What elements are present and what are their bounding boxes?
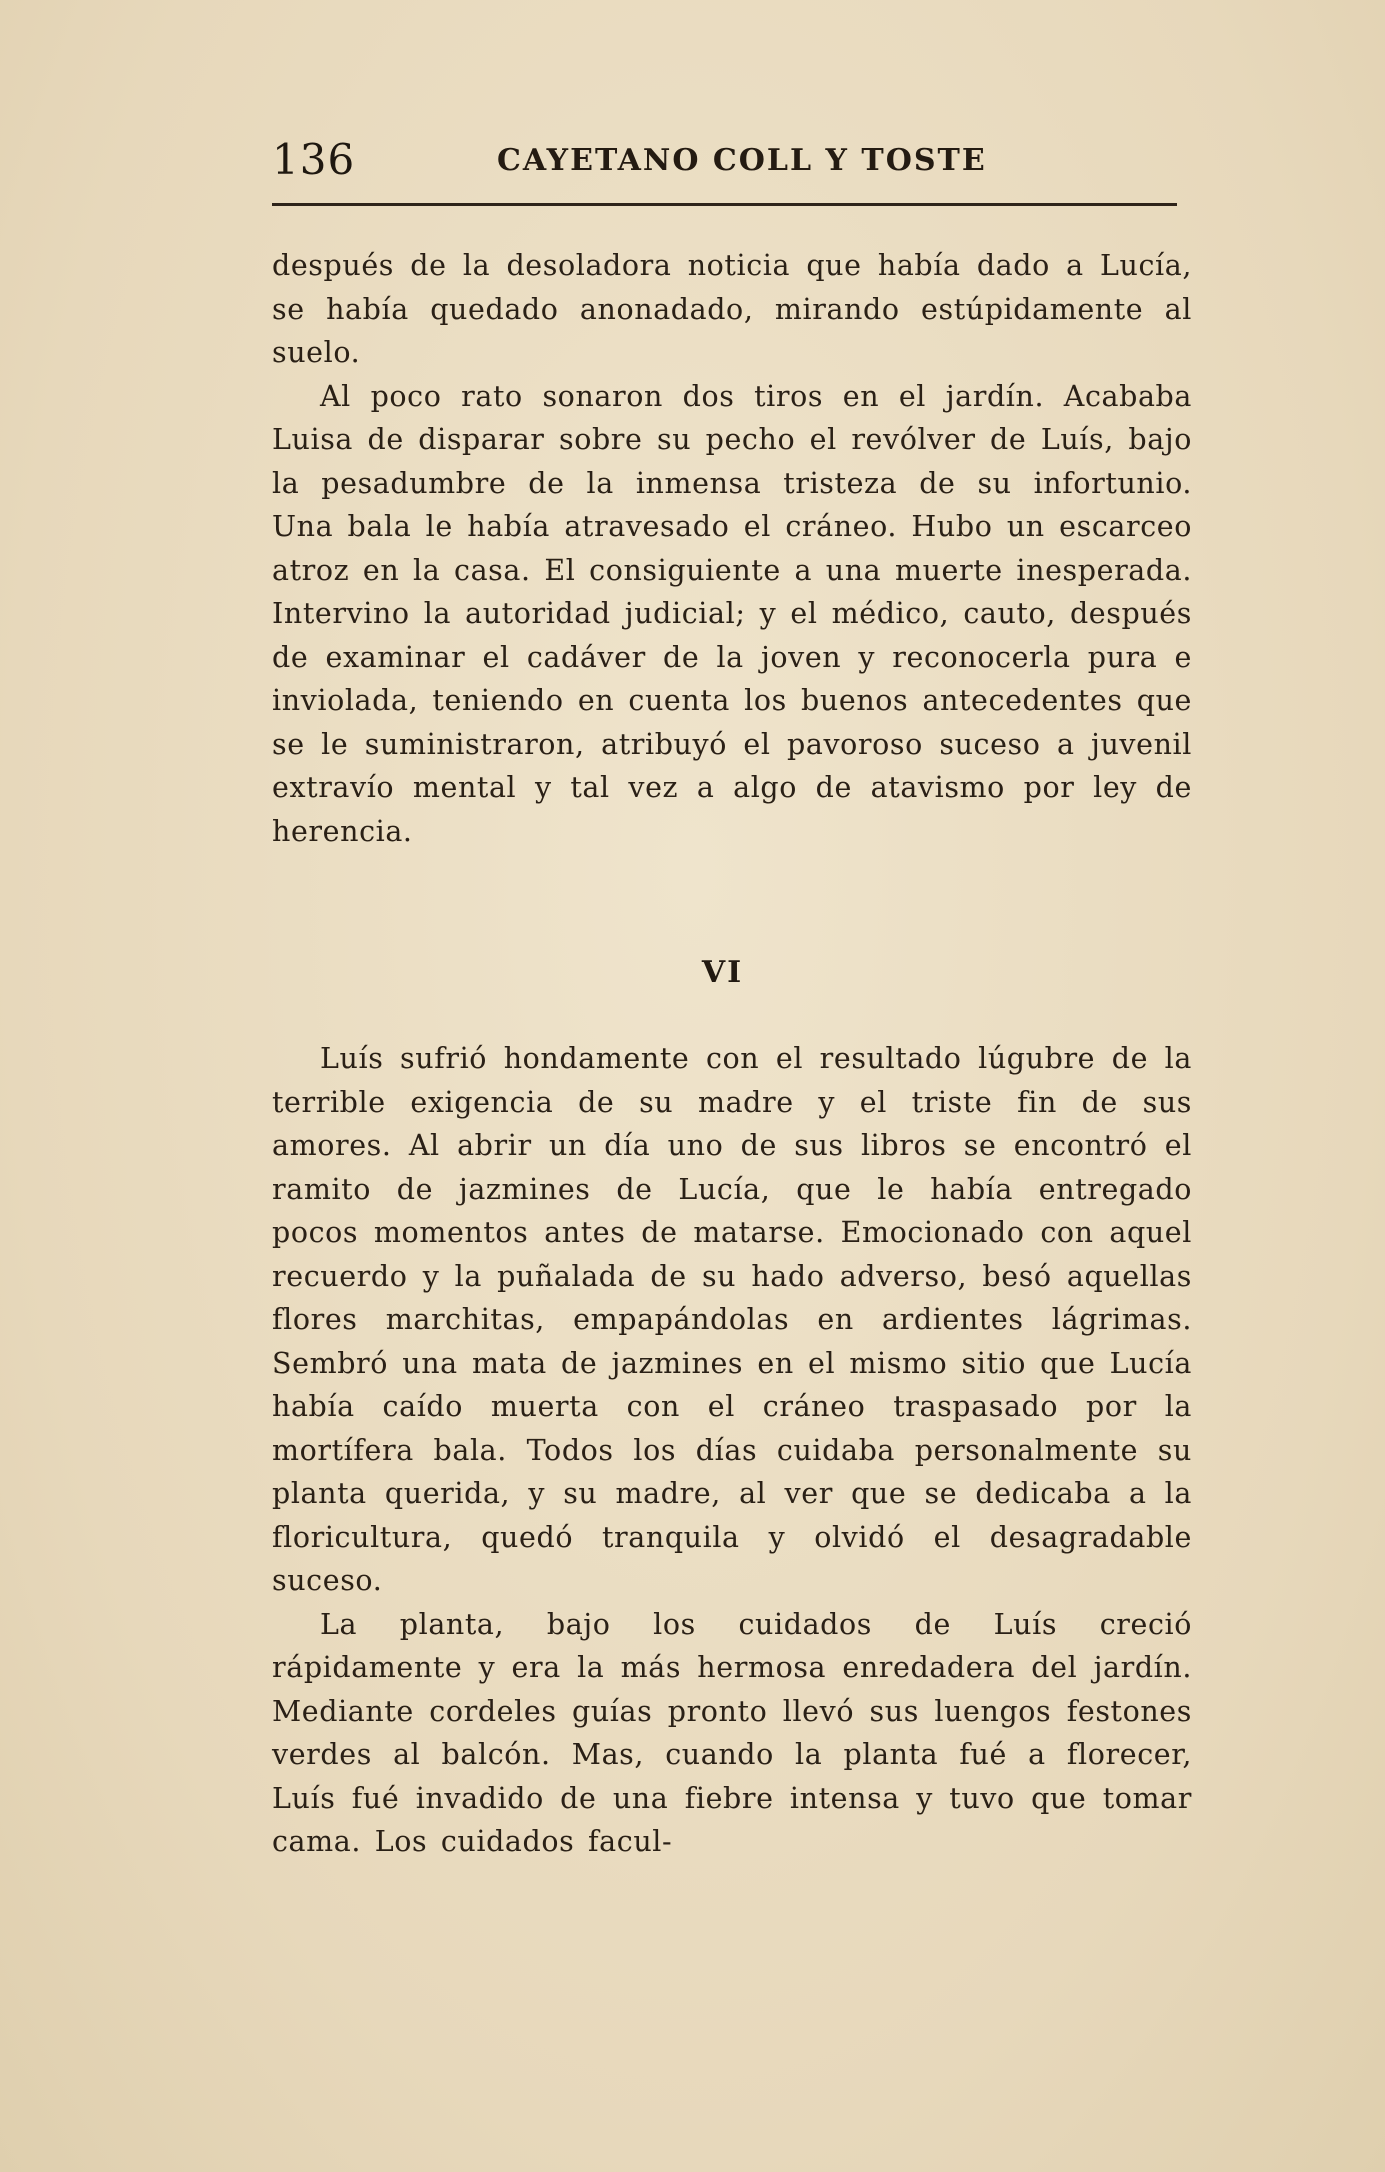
paragraph: La planta, bajo los cuidados de Luís creció rápidamente y era la más hermosa enredadera del jardín. Mediante cordeles guías pronto llevó sus luengos festones verdes al balcón. Mas, cuando la planta fué a florecer, Luís fué invadido de una fiebre intensa y tuvo que tomar cama. Los cuidados facul- xyxy=(272,1607,1192,1858)
section-heading xyxy=(0,955,1385,990)
header-rule xyxy=(272,203,1177,206)
paragraph: Al poco rato sonaron dos tiros en el jardín. Acababa Luisa de disparar sobre su pecho el revólver de Luís, bajo la pesadumbre de la inmensa tristeza de su infortunio. Una bala le había atravesado el cráneo. Hubo un escarceo atroz en la casa. El consiguiente a una muerte inesperada. Intervino la autoridad judicial; y el médico, cauto, después de examinar el cadáver de la joven y reconocerla pura e inviolada, teniendo en cuenta los buenos antecedentes que se le suministraron, atribuyó el pavoroso suceso a juvenil extravío mental y tal vez a algo de atavismo por ley de herencia. xyxy=(272,379,1192,848)
running-head: CAYETANO COLL Y TOSTE xyxy=(497,143,987,178)
section-heading-label: VI xyxy=(701,955,744,990)
paragraph: después de la desoladora noticia que había dado a Lucía, se había quedado anonadado, mirando estúpidamente al suelo. xyxy=(272,249,1192,369)
text-block-before xyxy=(272,244,1192,853)
text-block-after xyxy=(272,1037,1192,1864)
page-header xyxy=(272,135,1177,205)
paragraph: Luís sufrió hondamente con el resultado lúgubre de la terrible exigencia de su madre y el triste fin de sus amores. Al abrir un día uno de sus libros se encontró el ramito de jazmines de Lucía, que le había entregado pocos momentos antes de matarse. Emocionado con aquel recuerdo y la puñalada de su hado adverso, besó aquellas flores marchitas, empapándolas en ardientes lágrimas. Sembró una mata de jazmines en el mismo sitio que Lucía había caído muerta con el cráneo traspasado por la mortífera bala. Todos los días cuidaba personalmente su planta querida, y su madre, al ver que se dedicaba a la floricultura, quedó tranquila y olvidó el desagradable suceso. xyxy=(272,1042,1192,1597)
page-number: 136 xyxy=(272,135,356,184)
